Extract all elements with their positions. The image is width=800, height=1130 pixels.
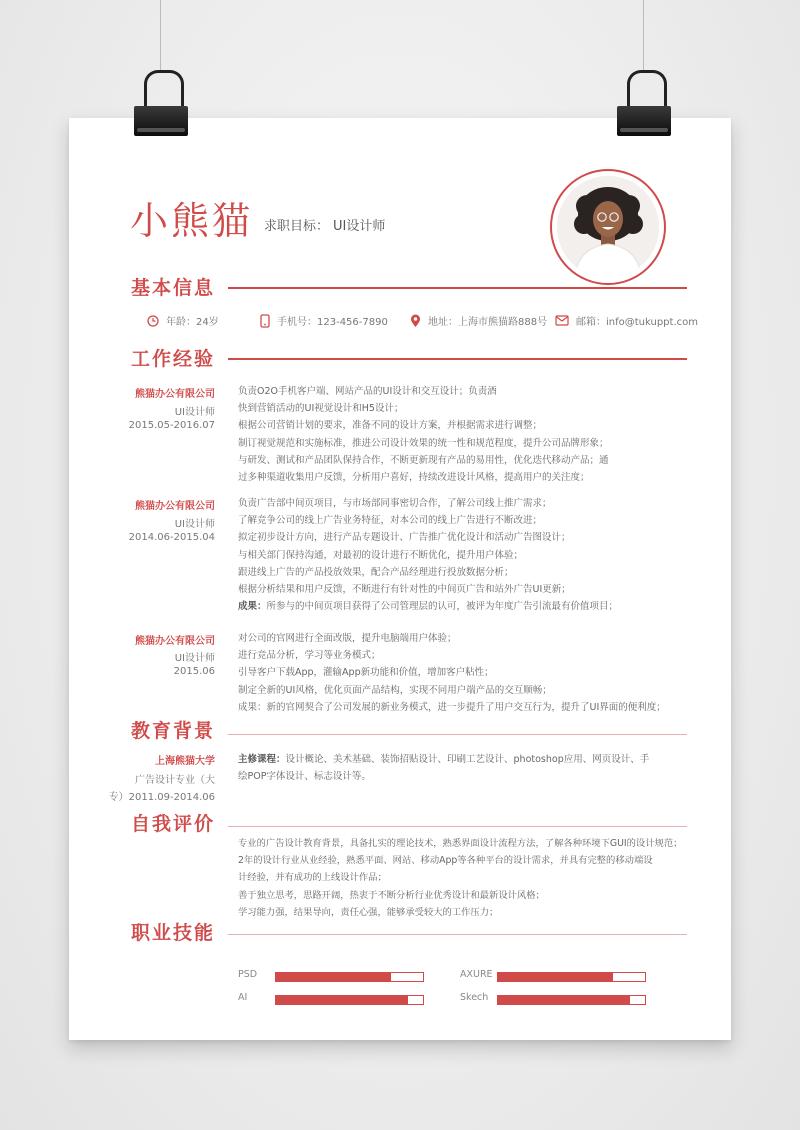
job-1-company: 熊猫办公有限公司 [135,389,215,400]
job-3-role: UI设计师 [174,653,215,664]
section-divider [228,734,687,735]
skill-label-psd: PSD [238,969,258,980]
section-divider [228,826,687,827]
major-line-2: 专）2011.09-2014.06 [108,792,215,803]
address-text: 地址：上海市熊猫路888号 [428,317,548,328]
binder-clip-left [134,70,188,140]
desc-line: 根据分析结果和用户反馈，不断进行有针对性的中间页广告和站外广告UI更新； [238,584,571,596]
desc-line: 负责O2O手机客户端、网站产品的UI设计和交互设计；负责酒 [238,386,497,397]
clock-icon [147,315,159,327]
desc-line: 根据公司营销计划的要求，准备不同的设计方案，并根据需求进行调整； [238,420,543,432]
desc-line: 跟进线上广告的产品投放效果，配合产品经理进行投放数据分析； [238,566,514,578]
profile-photo-frame [550,169,666,285]
mail-icon [555,315,569,326]
info-address [410,313,547,328]
result-label: 成果： [238,601,267,613]
desc-line: 对公司的官网进行全面改版，提升电脑端用户体验； [238,633,457,644]
eval-line: 善于独立思考，思路开阔，热衷于不断分析行业优秀设计和最新设计风格； [238,889,545,901]
desc-line: 负责广告部中间页项目，与市场部同事密切合作，了解公司线上推广需求； [238,498,552,509]
job-2-period: 2014.06-2015.04 [128,532,215,543]
phone-text: 手机号：123-456-7890 [277,317,388,328]
job-3-period: 2015.06 [173,666,215,677]
info-age [147,313,219,328]
binder-clip-right [617,70,671,140]
job-3-company: 熊猫办公有限公司 [135,636,215,647]
desc-line: 制订视觉规范和实施标准，推进公司设计效果的统一性和规范程度，提升公司品牌形象； [238,437,609,449]
section-title-basic: 基本信息 [131,277,216,299]
section-title-work: 工作经验 [131,348,216,370]
job-3-description [238,630,678,716]
info-email [555,313,698,328]
email-text: 邮箱：info@tukuppt.com [576,317,698,328]
candidate-name: 小熊猫 [130,199,254,243]
section-divider [228,934,687,935]
desc-line: 与相关部门保持沟通，对最初的设计进行不断优化，提升用户体验； [238,549,524,561]
section-title-self: 自我评价 [131,813,216,835]
skill-fill [498,973,613,981]
job-target-label: 求职目标： [264,219,330,234]
self-evaluation [238,835,683,921]
eval-line: 2年的设计行业从业经验，熟悉平面、网站、移动App等各种平台的设计需求，并具有完整的移动端设 [238,855,653,867]
job-1-role: UI设计师 [174,407,215,418]
job-2-company: 熊猫办公有限公司 [135,501,215,512]
skill-bar-skech [497,995,646,1005]
course-description [238,751,678,785]
school-name: 上海熊猫大学 [155,756,215,767]
desc-line: 制定全新的UI风格，优化页面产品结构，实现不同用户端产品的交互顺畅； [238,684,552,696]
skill-fill [276,973,391,981]
section-divider [228,358,687,360]
desc-line: 与研发、测试和产品团队保持合作，不断更新现有产品的易用性，优化迭代移动产品；通 [238,454,609,466]
skill-bar-psd [275,972,424,982]
result-text: 所参与的中间页项目获得了公司管理层的认可，被评为年度广告引流最有价值项目； [266,601,619,613]
age-text: 年龄：24岁 [166,317,219,328]
desc-line: 引导客户下载App，灌输App新功能和价值，增加客户粘性； [238,667,494,679]
desc-line: 成果：新的官网契合了公司发展的新业务模式，进一步提升了用户交互行为，提升了UI界面的便利度； [238,701,666,713]
skill-fill [276,996,408,1004]
skill-bar-ai [275,995,424,1005]
location-icon [410,314,421,328]
skill-label-skech: Skech [460,992,489,1003]
eval-line: 学习能力强，结果导向，责任心强，能够承受较大的工作压力； [238,906,499,918]
job-target [262,215,387,234]
section-title-skills: 职业技能 [131,922,216,944]
desc-line: 进行竞品分析，学习等业务模式； [238,650,381,662]
job-target-value: UI设计师 [333,219,386,234]
job-2-role: UI设计师 [174,519,215,530]
major-line-1: 广告设计专业（大 [135,775,215,786]
course-label: 主修课程： [238,754,286,765]
desc-line: 了解竞争公司的线上广告业务特征，对本公司的线上广告进行不断改进； [238,515,543,527]
job-1-description [238,383,678,486]
eval-line: 计经验，并有成功的上线设计作品； [238,872,387,884]
skill-fill [498,996,630,1004]
course-line: 绘POP字体设计、标志设计等。 [238,771,371,783]
eval-line: 专业的广告设计教育背景，具备扎实的理论技术，熟悉界面设计流程方法，了解各种环境下GUI的设计规范； [238,838,683,849]
section-divider [228,287,687,289]
phone-icon [260,314,270,328]
desc-line: 过多种渠道收集用户反馈，分析用户喜好，持续改进设计风格，提高用户的关注度； [238,472,590,484]
course-line: 主修课程：设计概论、美术基础、装饰招贴设计、印刷工艺设计、photoshop应用、网页设计、手 [238,754,650,765]
profile-photo [557,176,659,278]
job-1-period: 2015.05-2016.07 [128,420,215,431]
skill-label-axure: AXURE [460,969,493,980]
info-phone [260,313,388,328]
skill-label-ai: AI [238,992,248,1003]
skill-bar-axure [497,972,646,982]
result-line [238,598,678,615]
resume-paper [69,118,731,1040]
section-title-education: 教育背景 [131,720,216,742]
desc-line: 拟定初步设计方向，进行产品专题设计、广告推广优化设计和活动广告图设计； [238,532,571,544]
job-2-description [238,495,678,615]
desc-line: 快到营销活动的UI视觉设计和H5设计； [238,403,404,415]
